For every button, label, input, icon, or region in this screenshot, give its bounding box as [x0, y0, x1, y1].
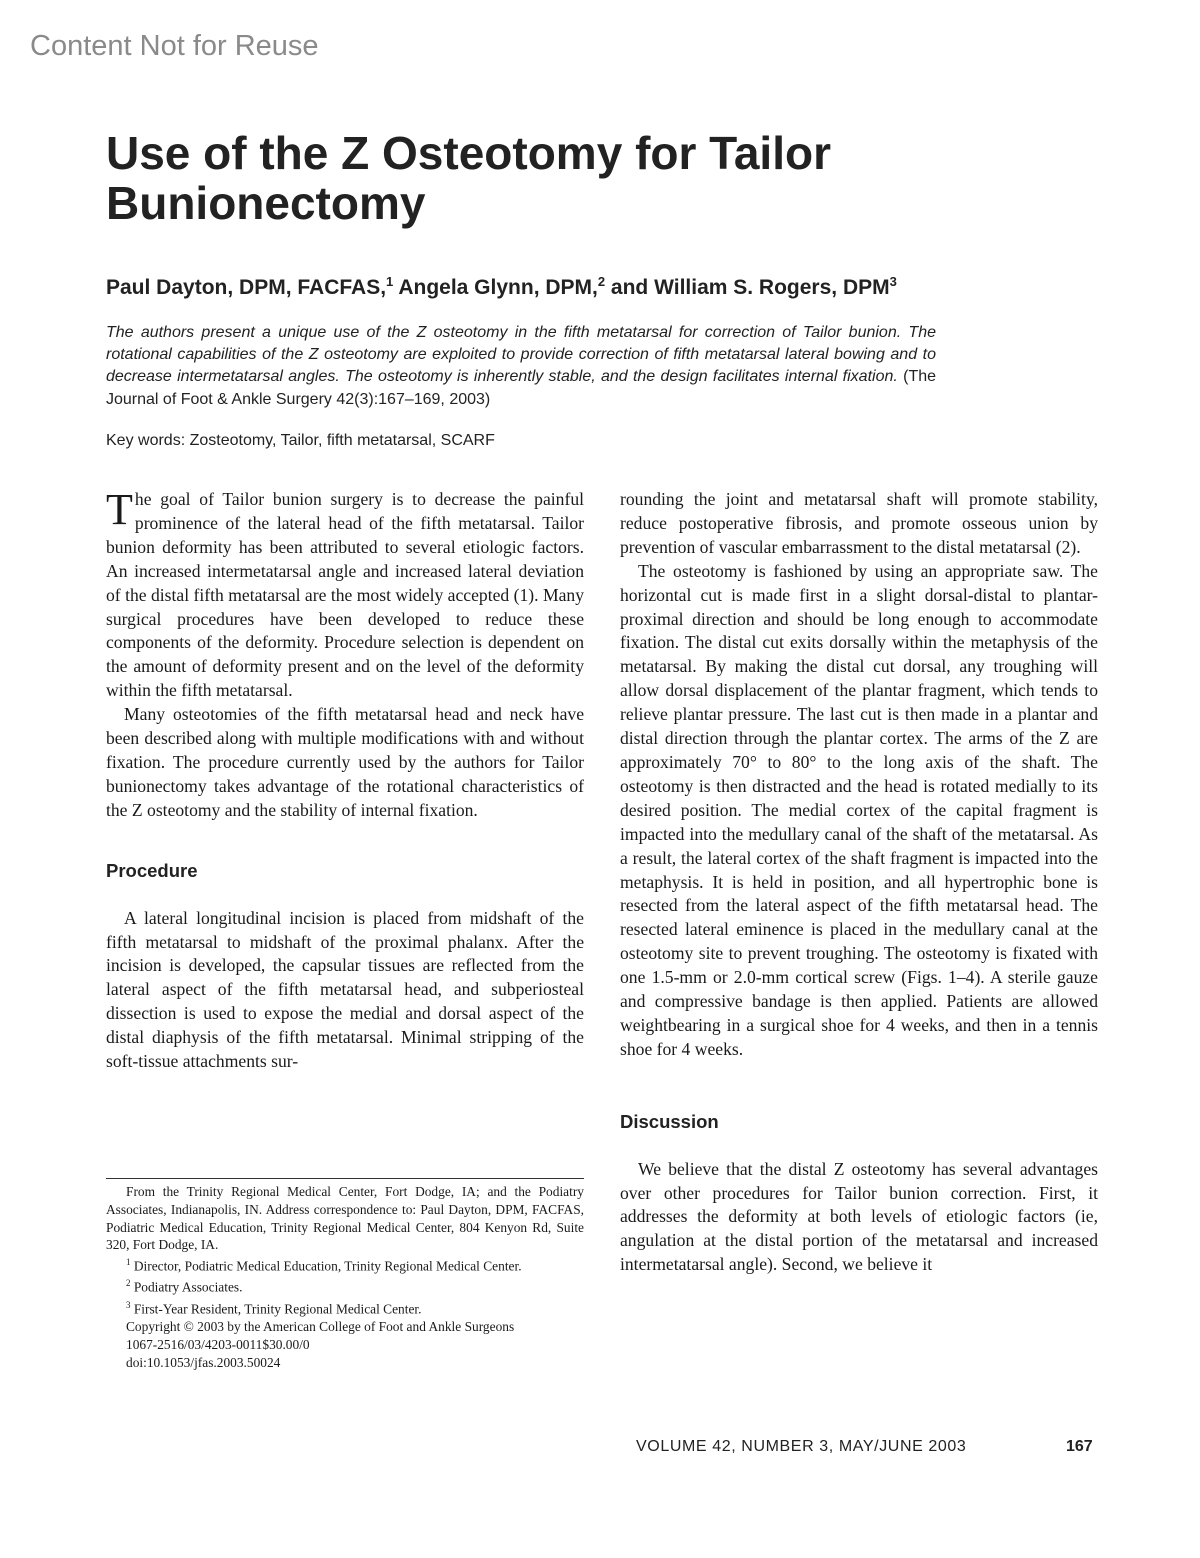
abstract-citation: (The Journal of Foot & Ankle Surgery 42(3):167–169, 2003)	[106, 368, 937, 408]
author-1: Paul Dayton, DPM, FACFAS,	[106, 276, 387, 299]
footnote-2	[106, 1275, 584, 1296]
procedure-heading: Procedure	[106, 859, 198, 881]
intro-paragraph-1-text: he goal of Tailor bunion surgery is to decrease the painful prominence of the lateral head of the fifth metatarsal. Tailor bunion deformity has been attributed to several etiologic factors. An increased intermetatarsal angle and increased lateral deviation of the distal fifth metatarsal are the most widely accepted (1). Many surgical procedures have been developed to reduce these components of the deformity. Procedure selection is dependent on the amount of deformity present and on the level of the deformity within the fifth metatarsal.	[106, 489, 584, 701]
journal-issue-footer: VOLUME 42, NUMBER 3, MAY/JUNE 2003	[636, 1438, 967, 1455]
author-1-affiliation-mark: 1	[386, 274, 394, 289]
intro-paragraph-1	[106, 485, 584, 703]
footnote-divider	[106, 1178, 584, 1179]
footnote-1-text: Director, Podiatric Medical Education, Trinity Regional Medical Center.	[130, 1258, 522, 1274]
footnote-1	[106, 1254, 584, 1275]
author-2: Angela Glynn, DPM,	[393, 276, 598, 299]
footnote-3-text: First-Year Resident, Trinity Regional Medical Center.	[130, 1301, 422, 1317]
affiliation-note: From the Trinity Regional Medical Center, Fort Dodge, IA; and the Podiatry Associates, Indianapolis, IN. Address correspondence to: Paul Dayton, DPM, FACFAS, Podiatric Medical Education, Trinity Regional Medical Center, 804 Kenyon Rd, Suite 320, Fort Dodge, IA.	[106, 1184, 584, 1253]
abstract	[106, 322, 936, 411]
left-column	[106, 485, 584, 1074]
author-2-affiliation-mark: 2	[597, 274, 606, 289]
footnote-3-mark: 3	[126, 1299, 131, 1310]
abstract-text: The authors present a unique use of the Z osteotomy in the fifth metatarsal for correction of Tailor bunion. The rotational capabilities of the Z osteotomy are exploited to provide correction of fifth metatarsal lateral bowing and to decrease intermetatarsal angles. The osteotomy is inherently stable, and the design facilitates internal fixation.	[106, 324, 936, 386]
author-3-affiliation-mark: 3	[889, 274, 897, 289]
footnote-3	[106, 1297, 584, 1318]
intro-paragraph-2: Many osteotomies of the fifth metatarsal head and neck have been described along with multiple modifications with and without fixation. The procedure currently used by the authors for Tailor bunionectomy takes advantage of the rotational characteristics of the Z osteotomy and the stability of internal fixation.	[106, 704, 584, 820]
footnotes	[106, 1178, 584, 1371]
discussion-paragraph-1: We believe that the distal Z osteotomy has several advantages over other procedures for Tailor bunion correction. First, it addresses the deformity at both levels of etiologic factors (ie, angulation at the distal portion of the metatarsal and increased intermetatarsal angle). Second, we believe it	[620, 1158, 1098, 1275]
procedure-continuation: rounding the joint and metatarsal shaft will promote stability, reduce postoperative fibrosis, and promote osseous union by prevention of vascular embarrassment to the distal metatarsal (2).	[620, 489, 1098, 557]
procedure-paragraph-2: The osteotomy is fashioned by using an appropriate saw. The horizontal cut is made first in a slight dorsal-distal to plantar-proximal direction and should be long enough to accommodate fixation. The distal cut exits dorsally within the metaphysis of the metatarsal. By making the distal cut dorsal, any troughing will allow dorsal displacement of the plantar fragment, which tends to relieve plantar pressure. The last cut is then made in a plantar and distal direction through the plantar cortex. The arms of the Z are approximately 70° to 80° to the long axis of the shaft. The osteotomy is then distracted and the head is rotated medially to its desired position. The medial cortex of the capital fragment is impacted into the medullary canal of the shaft of the metatarsal. As a result, the lateral cortex of the shaft fragment is impacted into the metaphysis. It is held in position, and all hypertrophic bone is resected from the lateral aspect of the fifth metatarsal head. The resected lateral eminence is placed in the medullary canal at the osteotomy site to prevent troughing. The osteotomy is fixated with one 1.5-mm or 2.0-mm cortical screw (Figs. 1–4). A sterile gauze and compressive bandage is then applied. Patients are allowed weightbearing in a surgical shoe for 4 weeks, and then in a tennis shoe for 4 weeks.	[620, 560, 1098, 1059]
right-column	[620, 488, 1098, 1277]
watermark: Content Not for Reuse	[30, 30, 319, 62]
copyright-note: Copyright © 2003 by the American College of Foot and Ankle Surgeons	[126, 1318, 515, 1334]
drop-cap: T	[106, 485, 133, 534]
procedure-paragraph-1: A lateral longitudinal incision is placed from midshaft of the fifth metatarsal to midshaft of the proximal phalanx. After the incision is developed, the capsular tissues are reflected from the lateral aspect of the fifth metatarsal head, and subperiosteal dissection is used to expose the medial and dorsal aspect of the distal diaphysis of the fifth metatarsal. Minimal stripping of the soft-tissue attachments sur-	[106, 907, 584, 1072]
issn-note: 1067-2516/03/4203-0011$30.00/0	[126, 1336, 310, 1352]
article-title: Use of the Z Osteotomy for Tailor Bunionectomy	[106, 127, 831, 229]
footnote-2-mark: 2	[126, 1278, 131, 1289]
page-number: 167	[1066, 1438, 1093, 1455]
doi-note: doi:10.1053/jfas.2003.50024	[126, 1354, 281, 1370]
keywords: Key words: Zosteotomy, Tailor, fifth metatarsal, SCARF	[106, 432, 495, 449]
author-line	[106, 274, 1106, 300]
footnote-1-mark: 1	[126, 1257, 131, 1268]
author-3: and William S. Rogers, DPM	[605, 276, 890, 299]
footnote-2-text: Podiatry Associates.	[130, 1279, 243, 1295]
discussion-heading: Discussion	[620, 1110, 719, 1132]
